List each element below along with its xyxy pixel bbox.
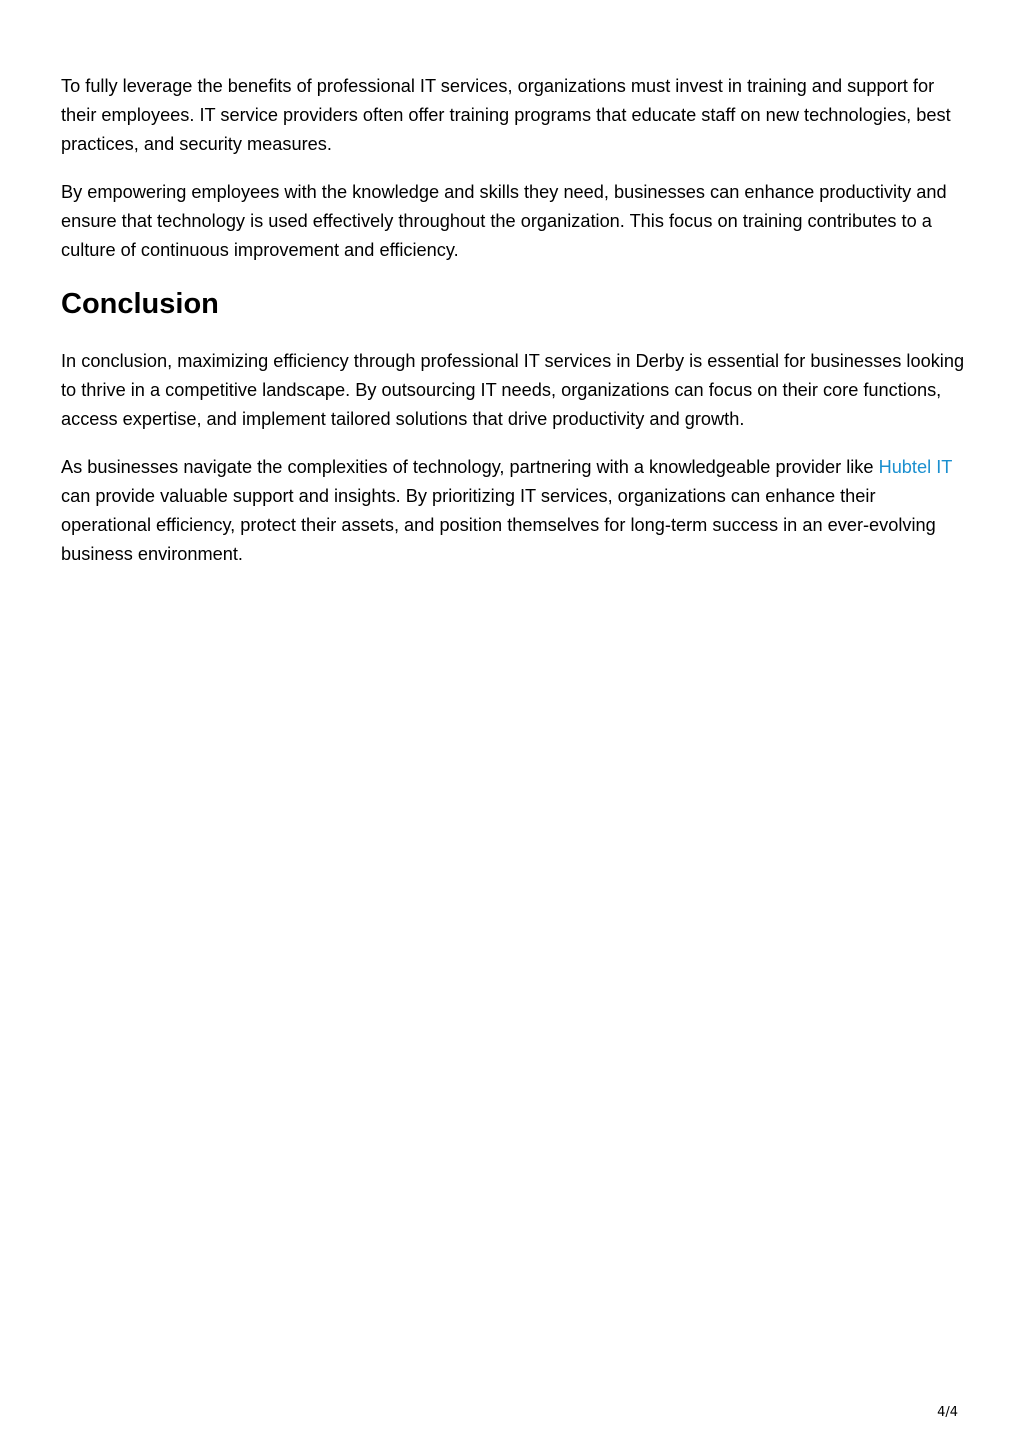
page-number: 4/4 bbox=[937, 1405, 958, 1420]
partner-text-before-link: As businesses navigate the complexities of technology, partnering with a knowledgeable provider like bbox=[61, 457, 879, 477]
paragraph-conclusion-summary: In conclusion, maximizing efficiency through professional IT services in Derby is essential for businesses looking to thrive in a competitive landscape. By outsourcing IT needs, organizations can focus on their core functions, access expertise, and implement tailored solutions that drive productivity and growth. bbox=[61, 351, 965, 429]
paragraph-training-support: To fully leverage the benefits of professional IT services, organizations must invest in training and support for their employees. IT service providers often offer training programs that educate staff on new technologies, best practices, and security measures. bbox=[61, 76, 951, 154]
conclusion-heading: Conclusion bbox=[61, 288, 219, 320]
paragraph-empowering-employees: By empowering employees with the knowledge and skills they need, businesses can enhance productivity and ensure that technology is used effectively throughout the organization. This focus on training contributes to a culture of continuous improvement and efficiency. bbox=[61, 182, 947, 260]
hubtel-it-link[interactable]: Hubtel IT bbox=[878, 457, 953, 477]
paragraph-conclusion-partner bbox=[61, 453, 966, 569]
partner-text-after-link: can provide valuable support and insights. By prioritizing IT services, organizations can enhance their operational efficiency, protect their assets, and position themselves for long-term success in an ever-evolving business environment. bbox=[61, 486, 936, 564]
document-page bbox=[61, 72, 966, 588]
